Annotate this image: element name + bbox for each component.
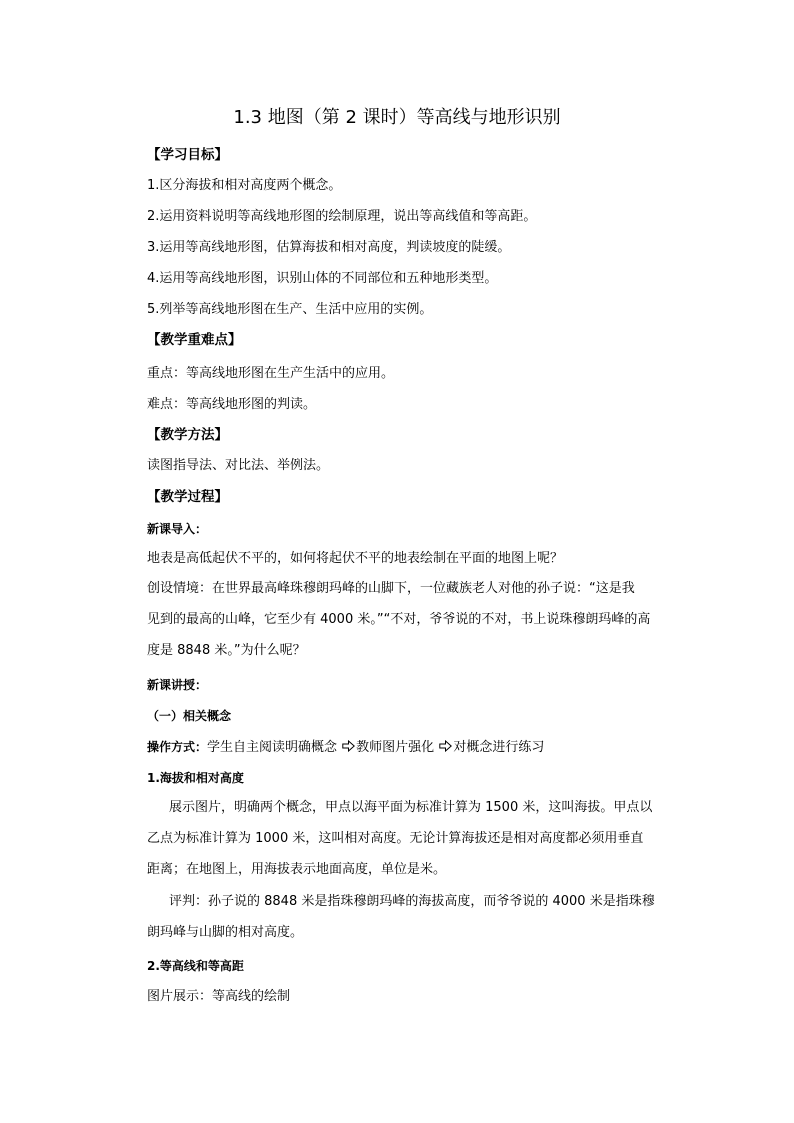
judgement-paragraph: [147, 886, 655, 948]
altitude-paragraph: [147, 792, 652, 885]
part1-label: （一）相关概念: [147, 709, 232, 723]
heading-altitude: 1.海拔和相对高度: [147, 771, 244, 785]
keypoint-text: 重点：等高线地形图在生产生活中的应用。: [147, 366, 395, 381]
operation-step: 对概念进行练习: [453, 740, 545, 755]
objective-item: 2.运用资料说明等高线地形图的绘制原理，说出等高线值和等高距。: [147, 209, 537, 224]
paragraph-line: 乙点为标准计算为 1000 米，这叫相对高度。无论计算海拔还是相对高度都必须用垂直: [147, 831, 644, 846]
paragraph-line: 朗玛峰与山脚的相对高度。: [147, 925, 304, 940]
intro-label: 新课导入：: [147, 522, 208, 536]
objective-item: 1.区分海拔和相对高度两个概念。: [147, 178, 342, 193]
picture-caption: 图片展示：等高线的绘制: [147, 989, 291, 1004]
methods-header: 【教学方法】: [147, 427, 228, 443]
scenario-paragraph: [147, 573, 650, 666]
keypoints-header: 【教学重难点】: [147, 332, 242, 348]
scenario-line: 见到的最高的山峰，它至少有 4000 米。”“不对，爷爷说的不对，书上说珠穆朗玛峰的高: [147, 612, 651, 627]
scenario-line: 度是 8848 米。”为什么呢？: [147, 643, 306, 658]
objective-item: 5.列举等高线地形图在生产、生活中应用的实例。: [147, 302, 433, 317]
objective-item: 4.运用等高线地形图，识别山体的不同部位和五种地形类型。: [147, 271, 498, 286]
objectives-header: 【学习目标】: [147, 147, 228, 163]
paragraph-line: 评判：孙子说的 8848 米是指珠穆朗玛峰的海拔高度，而爷爷说的 4000 米是指珠穆: [169, 894, 655, 909]
process-header: 【教学过程】: [147, 489, 228, 505]
lecture-label: 新课讲授：: [147, 678, 208, 692]
difficulty-text: 难点：等高线地形图的判读。: [147, 397, 317, 412]
operation-line: [147, 739, 544, 756]
paragraph-line: 距离；在地图上，用海拔表示地面高度，单位是米。: [147, 862, 447, 877]
intro-question: 地表是高低起伏不平的，如何将起伏不平的地表绘制在平面的地图上呢？: [147, 551, 564, 566]
scenario-line: 创设情境：在世界最高峰珠穆朗玛峰的山脚下，一位藏族老人对他的孙子说：“这是我: [147, 581, 635, 596]
operation-label: 操作方式：: [147, 740, 208, 754]
page-title: 1.3 地图（第 2 课时）等高线与地形识别: [233, 107, 561, 128]
heading-contour: 2.等高线和等高距: [147, 959, 244, 973]
operation-step: 学生自主阅读明确概念: [207, 740, 338, 755]
hollow-arrow-icon: [342, 740, 355, 752]
operation-step: 教师图片强化: [356, 740, 435, 755]
hollow-arrow-icon: [439, 740, 452, 752]
objective-item: 3.运用等高线地形图，估算海拔和相对高度，判读坡度的陡缓。: [147, 240, 511, 255]
paragraph-line: 展示图片，明确两个概念，甲点以海平面为标准计算为 1500 米，这叫海拔。甲点以: [169, 800, 653, 815]
methods-text: 读图指导法、对比法、举例法。: [147, 458, 330, 473]
